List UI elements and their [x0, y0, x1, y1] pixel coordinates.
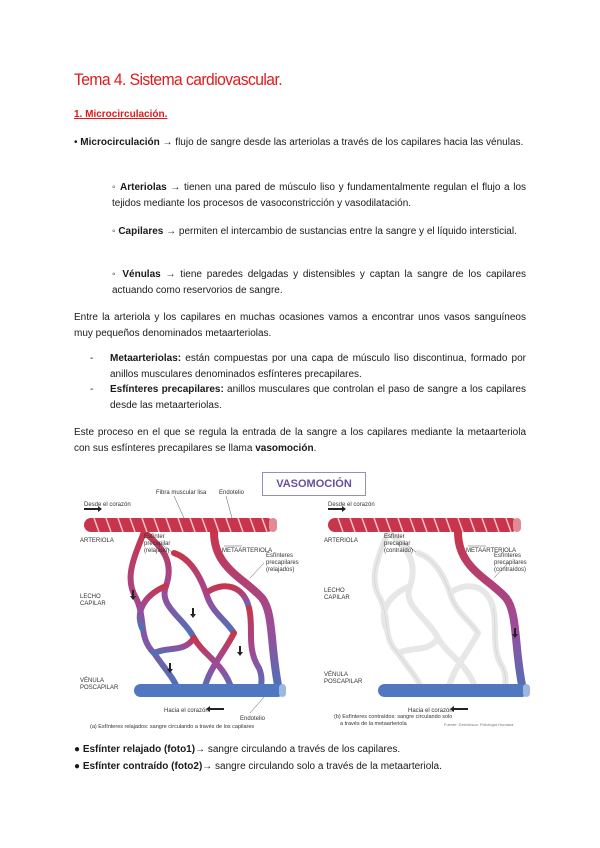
vasomocion-figure	[74, 468, 530, 730]
label-esfinter-l3: (contraído)	[384, 548, 414, 554]
dash-item-esfinteres	[90, 382, 526, 414]
dash-item-metaarteriolas	[90, 351, 526, 383]
label-hacia-corazon: Hacia el corazón	[164, 708, 209, 714]
bullet-glyph: ●	[74, 744, 83, 755]
arteriole-end	[269, 518, 277, 532]
label-poscapilar: POSCAPILAR	[80, 685, 119, 691]
label-esfinter-l1: Esfínter	[144, 534, 165, 540]
label-lecho: LECHO	[80, 594, 101, 600]
venule-vessel	[134, 684, 284, 697]
arteriole-end	[513, 518, 521, 532]
page-title: Tema 4. Sistema cardiovascular.	[74, 70, 283, 89]
label-metaarteriola: METAARTERIOLA	[222, 548, 273, 554]
term-esfinteres: Esfínteres precapilares:	[110, 384, 224, 395]
figure-source: Fuente: Derrickson. Fisiología Humana	[444, 722, 514, 727]
bullet-esfinter-contraido	[74, 759, 526, 775]
label-esfinteres-l3: (relajados)	[266, 567, 295, 573]
venule-vessel	[378, 684, 528, 697]
bullet-glyph: ●	[74, 761, 83, 772]
sub-bullet-glyph: ◦	[112, 269, 123, 280]
label-poscapilar: POSCAPILAR	[324, 679, 363, 685]
label-metaarteriola: METAARTERIOLA	[466, 548, 517, 554]
paragraph-metaarteriolas: Entre la arteriola y los capilares en muchas ocasiones vamos a encontrar unos vasos sanguíneos muy pequeños denominados metaarteriolas.	[74, 312, 526, 339]
term-arteriolas: Arteriolas	[120, 182, 167, 193]
label-endotelio-bottom: Endotelio	[240, 716, 266, 722]
capillary-outline	[375, 532, 506, 692]
label-venula: VÉNULA	[324, 672, 349, 678]
sub-bullet-glyph: ◦	[112, 226, 119, 237]
vasomocion-illustration	[74, 468, 530, 730]
term-venulas: Vénulas	[122, 269, 161, 280]
section-heading: 1. Microcirculación.	[74, 109, 168, 120]
label-esfinteres-l2: precapilares	[266, 560, 299, 566]
label-esfinter-l3: (relajado)	[144, 548, 170, 554]
figure-title: VASOMOCIÓN	[262, 472, 366, 496]
label-endotelio-top: Endotelio	[219, 490, 245, 496]
term-microcirculacion: Microcirculación	[80, 137, 160, 148]
label-esfinter-l2: precapilar	[384, 541, 411, 547]
label-arteriola: ARTERIOLA	[324, 538, 358, 544]
bullet-glyph: •	[74, 137, 81, 148]
term-esfinter-contraido: Esfínter contraído (foto2)	[82, 761, 203, 772]
label-capilar: CAPILAR	[80, 601, 106, 607]
label-esfinteres-l3: (contraídos)	[494, 567, 527, 573]
label-lecho: LECHO	[324, 588, 345, 594]
caption-contracted-l1: (b) Esfínteres contraídos: sangre circulando solo	[334, 714, 453, 720]
label-esfinteres-l1: Esfínteres	[494, 553, 522, 559]
label-esfinteres-l1: Esfínteres	[266, 553, 294, 559]
definition-text: → tienen una pared de músculo liso y fundamentalmente regulan el flujo a los tejidos mediante los procesos de vasoconstricción y vasodilatación.	[112, 182, 527, 209]
paragraph-vasomocion	[74, 425, 526, 457]
capillary-network-empty	[375, 532, 506, 692]
paragraph-microcirculacion	[74, 135, 526, 151]
sub-item-arteriolas	[112, 180, 526, 212]
sub-item-capilares	[112, 224, 526, 240]
diagram-contracted	[324, 502, 530, 727]
venule-end	[279, 684, 286, 697]
caption-relaxed: (a) Esfínteres relajados: sangre circulando a través de los capilares	[90, 724, 255, 730]
caption-contracted-l2: a través de la metaarteriola	[340, 721, 407, 727]
dash-glyph: -	[90, 384, 94, 395]
label-desde-corazon: Desde el corazón	[84, 502, 131, 508]
definition-text: → tiene paredes delgadas y distensibles y captan la sangre de los capilares actuando como reservorios de sangre.	[112, 269, 527, 296]
term-capilares: Capilares	[118, 226, 164, 237]
bullet-esfinter-relajado	[74, 742, 526, 758]
venule-end	[523, 684, 530, 697]
label-desde-corazon: Desde el corazón	[328, 502, 375, 508]
label-arteriola: ARTERIOLA	[80, 538, 114, 544]
term-metaarteriolas: Metaarteriolas:	[110, 353, 182, 364]
label-esfinteres-l2: precapilares	[494, 560, 527, 566]
definition-text: → permiten el intercambio de sustancias entre la sangre y el líquido intersticial.	[163, 226, 517, 237]
definition-text: → flujo de sangre desde las arteriolas a través de los capilares hacia las vénulas.	[159, 137, 524, 148]
definition-text: → sangre circulando a través de los capilares.	[195, 744, 401, 755]
definition-text: → sangre circulando solo a través de la metaarteriola.	[202, 761, 442, 772]
diagram-relaxed	[80, 490, 299, 730]
term-vasomocion: vasomoción	[255, 443, 314, 454]
period: .	[313, 443, 317, 454]
label-capilar: CAPILAR	[324, 595, 350, 601]
label-esfinter-l2: precapilar	[144, 541, 171, 547]
term-esfinter-relajado: Esfínter relajado (foto1)	[82, 744, 196, 755]
definition-text: anillos musculares que controlan el paso de sangre a los capilares desde las metaarteriolas.	[110, 384, 526, 411]
sub-item-venulas	[112, 267, 526, 299]
dash-glyph: -	[90, 353, 94, 364]
paragraph-text: Este proceso en el que se regula la entrada de la sangre a los capilares mediante la metaarteriola con sus esfínteres precapilares se llama	[74, 427, 526, 454]
capillary-network	[131, 532, 262, 692]
label-fibra-muscular: Fibra muscular lisa	[156, 490, 207, 496]
label-esfinter-l1: Esfínter	[384, 534, 405, 540]
label-venula: VÉNULA	[80, 678, 105, 684]
definition-text: están compuestas por una capa de músculo liso discontinua, formado por anillos musculares denominados esfínteres precapilares.	[110, 353, 526, 380]
label-hacia-corazon: Hacia el corazón	[408, 708, 453, 714]
sub-bullet-glyph: ◦	[112, 182, 121, 193]
